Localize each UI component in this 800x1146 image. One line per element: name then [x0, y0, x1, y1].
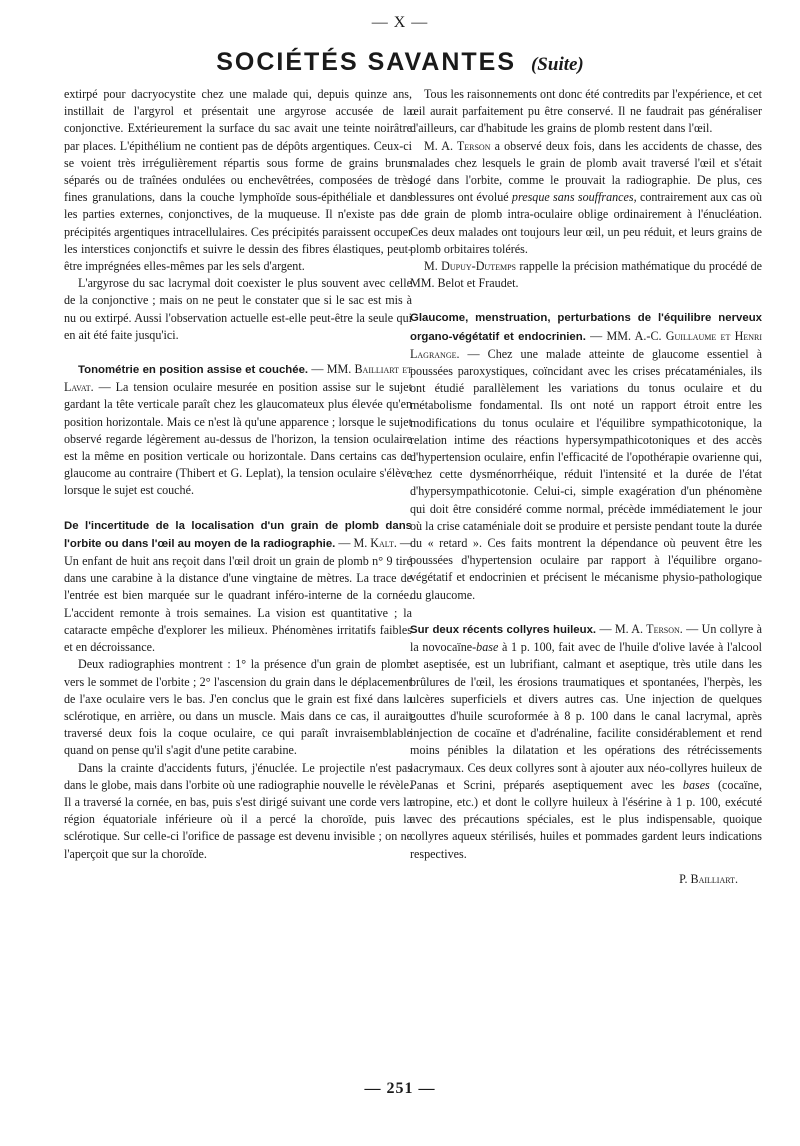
paragraph-argyrose-cont: extirpé pour dacryocystite chez une malade qui, depuis quinze ans, instillait de l'argyrol et présentait une argyrose accusée de la conjonctive. Extérieurement la surface du sac avait une teinte noirâtre par places. L'épithélium ne contient pas de dépôts argentiques. Ceux-ci se voient très irrégulièrement répartis sous forme de grains bruns séparés ou de traînées ondulées ou enchevêtrées, composées de très fines granulations, dans la couche lymphoïde sous-épithéliale et dans les parties externes, conjonctives, de la muqueuse. Il n'existe pas de précipités argentiques intracellulaires. Ces précipités paraissent occuper les interstices conjonctifs et suivre le dessin des fibres élastiques, peut-être imprégnées elles-mêmes par les sels d'argent. [64, 87, 412, 274]
section-body-collyres-b: à 1 p. 100, fait avec de l'huile d'olive lavée à l'alcool et aseptisée, est un lubrifiant, calmant et aseptique, très utile dans les brûlures de l'œil, les érosions traumatiques et spontanées, l'herpès, les ulcères superficiels et divers autres cas. Une injection de quelques gouttes d'huile scuroformée à 8 p. 100 dans le canal lacrymal, après injection de cocaïne et d'adrénaline, facilite considérablement et rend moins pénibles la dilatation et les opérations des rétrécissements lacrymaux. Ces deux collyres sont à ajouter aux néo-collyres huileux de Panas et Scrini, préparés aseptiquement avec les [410, 640, 762, 792]
author-dupuy-dutemps: M. Dupuy-Dutemps [424, 259, 516, 274]
paragraph-radiographies: Deux radiographies montrent : 1° la présence d'un grain de plomb vers le sommet de l'orbite ; 2° l'ascension du grain dans le déplacement de l'axe oculaire vers le bas. J'en conclus que le grain est fixé dans la sclérotique, en arrière, ou dans un muscle. Mais dans ce cas, il aurait traversé deux fois la coque oculaire, ce qui paraît invraisemblable quand on pense qu'il s'agit d'une petite carabine. [64, 657, 412, 758]
section-subtitle: (Suite) [530, 54, 584, 75]
section-body-collyres-a: Un collyre à la novocaïne- [410, 621, 762, 655]
section-heading-glaucome: Glaucome, menstruation, perturbations de l'équilibre nerveux organo-végétatif et endocrinien. [410, 312, 762, 343]
section-gap [64, 344, 412, 361]
paragraph-terson-chasse [410, 138, 762, 258]
section-authors-grain-plomb: — M. Kalt. — [338, 535, 412, 550]
section-collyres [410, 621, 762, 863]
section-title-text: SOCIÉTÉS SAVANTES [216, 48, 517, 76]
section-authors-collyres: — M. A. Terson. — [599, 621, 699, 636]
paragraph-dupuy-dutemps [410, 258, 762, 292]
section-body-glaucome: Chez une malade atteinte de glaucome essentiel à poussées paroxystiques, coïncidant avec les crises précataméniales, ils ont étudié parallèlement les variations du tonus oculaire et du métabolisme fondamental. Ils ont noté un rapport étroit entre les modifications du tonus oculaire et l'équilibre sympathicotonique, la relation intime des réactions hypersympathicotoniques et des accès d'hypertension oculaire, enfin l'efficacité de l'opothérapie ovarienne qui, chez cette dysménorrhéique, réduit l'intensité et la durée de l'état d'hypersympathicotonie. Celui-ci, simple exagération d'un phénomène qui doit être considéré comme normal, précède immédiatement le jour où la crise cataméniale doit se produire et persiste pendant toute la durée du « retard ». Ces faits montrent la dépendance où peuvent être les poussées d'hypertension oculaire par rapport à l'équilibre organo-végétatif et endocrinien et précisent le mécanisme physio-pathologique du glaucome. [410, 346, 763, 602]
section-authors-tonometrie: — MM. Bailliart et Lavat. — [64, 362, 412, 395]
roman-page-mark: — X — [371, 14, 429, 31]
paragraph-enucleation: Dans la crainte d'accidents futurs, j'énuclée. Le projectile n'est pas dans le globe, mais dans l'orbite où une radiographie nouvelle le révèle. Il a traversé la cornée, en bas, puis s'est dirigé suivant une corde vers la région équatoriale inférieure où il a percé la choroïde, puis la sclérotique. Sur celle-ci l'orifice de passage est devenu invisible ; on ne l'aperçoit que sur la choroïde. [64, 760, 412, 861]
paragraph-terson-text-b: contrairement aux cas où le grain de plomb intra-oculaire oblige ordinairement à l'énucléation. Ces deux malades ont toujours leur œil, un peu réduit, et leurs grains de plomb orbitaires tolérés. [410, 190, 762, 256]
page-number: — 251 — [364, 1080, 436, 1097]
paragraph-raisonnements: Tous les raisonnements ont donc été contredits par l'expérience, et cet œil aurait parfaitement pu être conservé. Il ne faudrait pas généraliser d'ailleurs, car d'habitude les grains de plomb restent dans l'œil. [410, 87, 762, 136]
left-column [64, 86, 412, 863]
section-gap [410, 604, 762, 621]
author-terson: M. A. Terson [424, 138, 491, 153]
italic-base: base [476, 640, 499, 655]
paragraph-argyrose-sac: L'argyrose du sac lacrymal doit coexister le plus souvent avec celle de la conjonctive ; mais on ne peut le constater que si le sac est mis à nu ou extirpé. Aussi l'observation actuelle est-elle peut-être la seule qui en ait été faite jusqu'ici. [64, 276, 412, 342]
section-body-tonometrie: La tension oculaire mesurée en position assise sur le sujet gardant la tête verticale paraît chez les glaucomateux plus élevée qu'en position horizontale. Mais ce n'est là qu'une apparence ; lorsque le sujet observé regarde légèrement au-dessus de l'horizon, la tension oculaire est la même en position verticale ou horizontale. Dans certains cas de glaucome au contraire (Thibert et G. Leplat), la tension oculaire s'élève lorsque le sujet est couché. [64, 380, 412, 498]
italic-bases: bases [682, 777, 710, 792]
section-gap [410, 292, 762, 309]
section-heading-collyres: Sur deux récents collyres huileux. [410, 623, 597, 636]
section-body-collyres-c: (cocaïne, atropine, etc.) et dont le collyre huileux à l'ésérine à 1 p. 100, exécuté avec des précautions spéciales, est le plus indispensable, quoique collyres aqueux stérilisés, huiles et pommades gardent leurs indications respectives. [410, 777, 762, 861]
section-heading-grain-plomb: De l'incertitude de la localisation d'un grain de plomb dans l'orbite ou dans l'œil au moyen de la radiographie. [64, 519, 412, 550]
right-column [410, 86, 762, 888]
signature: P. Bailliart. [679, 871, 738, 886]
section-tonometrie [64, 361, 412, 500]
section-title [0, 48, 800, 77]
paragraph-dupuy-text: rappelle la précision mathématique du procédé de MM. Belot et Fraudet. [410, 259, 762, 291]
section-body-grain-plomb: Un enfant de huit ans reçoit dans l'œil droit un grain de plomb n° 9 tiré dans une carabine à la distance d'une vingtaine de mètres. La trace de l'entrée est bien marquée sur le quadrant inféro-interne de la cornée. L'accident remonte à trois semaines. La vision est quantitative ; la cataracte empêche d'explorer les milieux. Phénomènes irritatifs faibles et en décroissance. [64, 554, 412, 655]
section-authors-glaucome: — MM. A.-C. Guillaume et Henri Lagrange. — [410, 328, 762, 361]
italic-phrase: presque sans souffrances, [511, 190, 637, 205]
section-gap [64, 500, 412, 517]
section-heading-tonometrie: Tonométrie en position assise et couchée. [78, 364, 309, 377]
paragraph-terson-text-a: a observé deux fois, dans les accidents de chasse, des malades chez lesquels le grain de plomb avait traversé l'œil et s'était logé dans l'orbite, comme le prouvait la radiographie. De plus, ces blessures ont évolué [410, 138, 763, 205]
section-grain-plomb [64, 517, 412, 657]
section-glaucome [410, 309, 762, 603]
